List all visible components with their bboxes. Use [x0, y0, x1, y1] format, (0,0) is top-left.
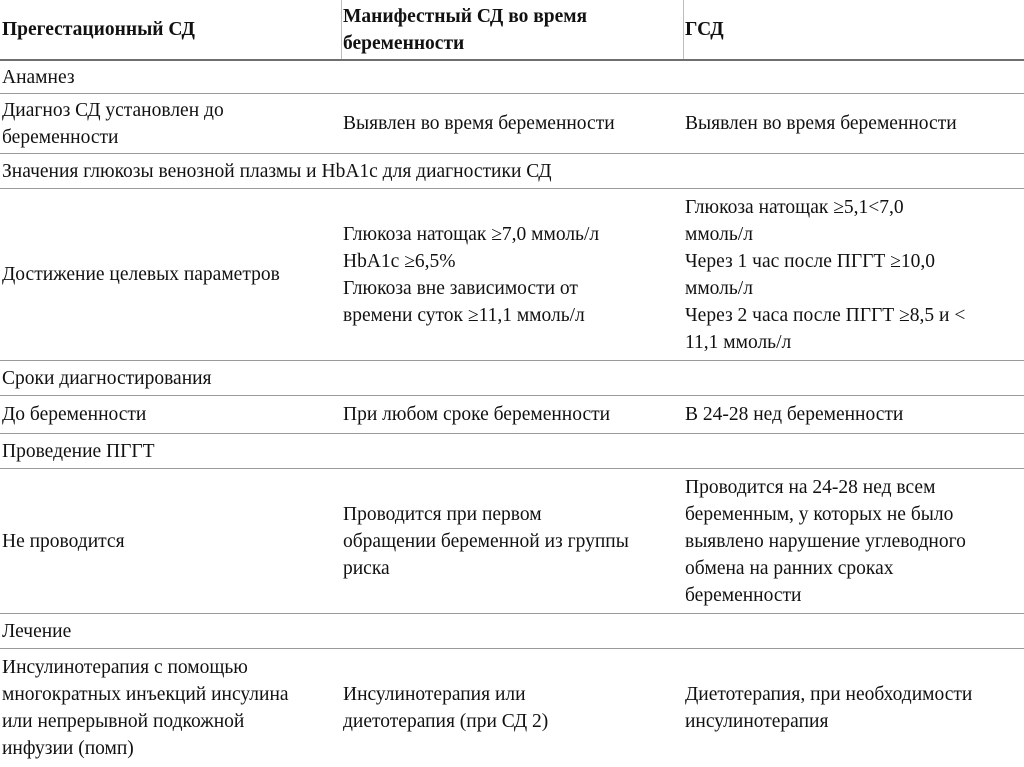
header-manifest: Манифестный СД во время беременности	[343, 5, 588, 54]
header-gdm: ГСД	[685, 19, 724, 40]
section-row-ogtt	[0, 434, 1024, 469]
section-title: Значения глюкозы венозной плазмы и HbA1c для диагностики СД	[2, 160, 552, 182]
table-row-ogtt	[0, 469, 1024, 614]
table-row-timing	[0, 396, 1024, 434]
table-cell: В 24-28 нед беременности	[685, 404, 904, 425]
table-cell: Глюкоза натощак ≥5,1<7,0 ммоль/л Через 1 час после ПГГТ ≥10,0 ммоль/л Через 2 часа после ПГГТ ≥8,5 и < 11,1 ммоль/л	[685, 196, 966, 353]
table-cell: До беременности	[2, 404, 147, 425]
section-title: Сроки диагностирования	[2, 367, 212, 389]
table-cell: Не проводится	[2, 530, 125, 552]
section-title: Лечение	[2, 620, 72, 642]
table-cell: Инсулинотерапия с помощью многократных инъекций инсулина или непрерывной подкожной инфузии (помп)	[2, 657, 289, 759]
table-cell: Диетотерапия, при необходимости инсулинотерапия	[685, 684, 973, 732]
table-cell: Инсулинотерапия или диетотерапия (при СД 2)	[343, 684, 549, 732]
table-row-targets	[0, 189, 1024, 361]
table-cell: Выявлен во время беременности	[343, 113, 615, 134]
table-cell: При любом сроке беременности	[343, 404, 611, 425]
table-cell: Глюкоза натощак ≥7,0 ммоль/л HbA1c ≥6,5% Глюкоза вне зависимости от времени суток ≥11,1 ммоль/л	[343, 223, 600, 326]
section-title: Анамнез	[2, 66, 75, 88]
section-row-anamnesis	[0, 61, 1024, 94]
section-row-treatment	[0, 614, 1024, 649]
table-cell: Проводится при первом обращении беременной из группы риска	[343, 503, 629, 579]
table-row-treatment	[0, 649, 1024, 767]
table-row-anamnesis	[0, 94, 1024, 154]
table-cell: Диагноз СД установлен до беременности	[2, 99, 224, 148]
table-cell: Выявлен во время беременности	[685, 113, 957, 134]
section-title: Проведение ПГГТ	[2, 440, 155, 462]
section-row-glucose	[0, 154, 1024, 189]
table-header-row	[0, 0, 1024, 61]
table-cell: Достижение целевых параметров	[2, 264, 280, 285]
header-pregestational: Прегестационный СД	[2, 19, 195, 40]
section-row-timing	[0, 361, 1024, 396]
table-cell: Проводится на 24-28 нед всем беременным, у которых не было выявлено нарушение углеводного обмена на ранних сроках беременности	[685, 476, 966, 606]
